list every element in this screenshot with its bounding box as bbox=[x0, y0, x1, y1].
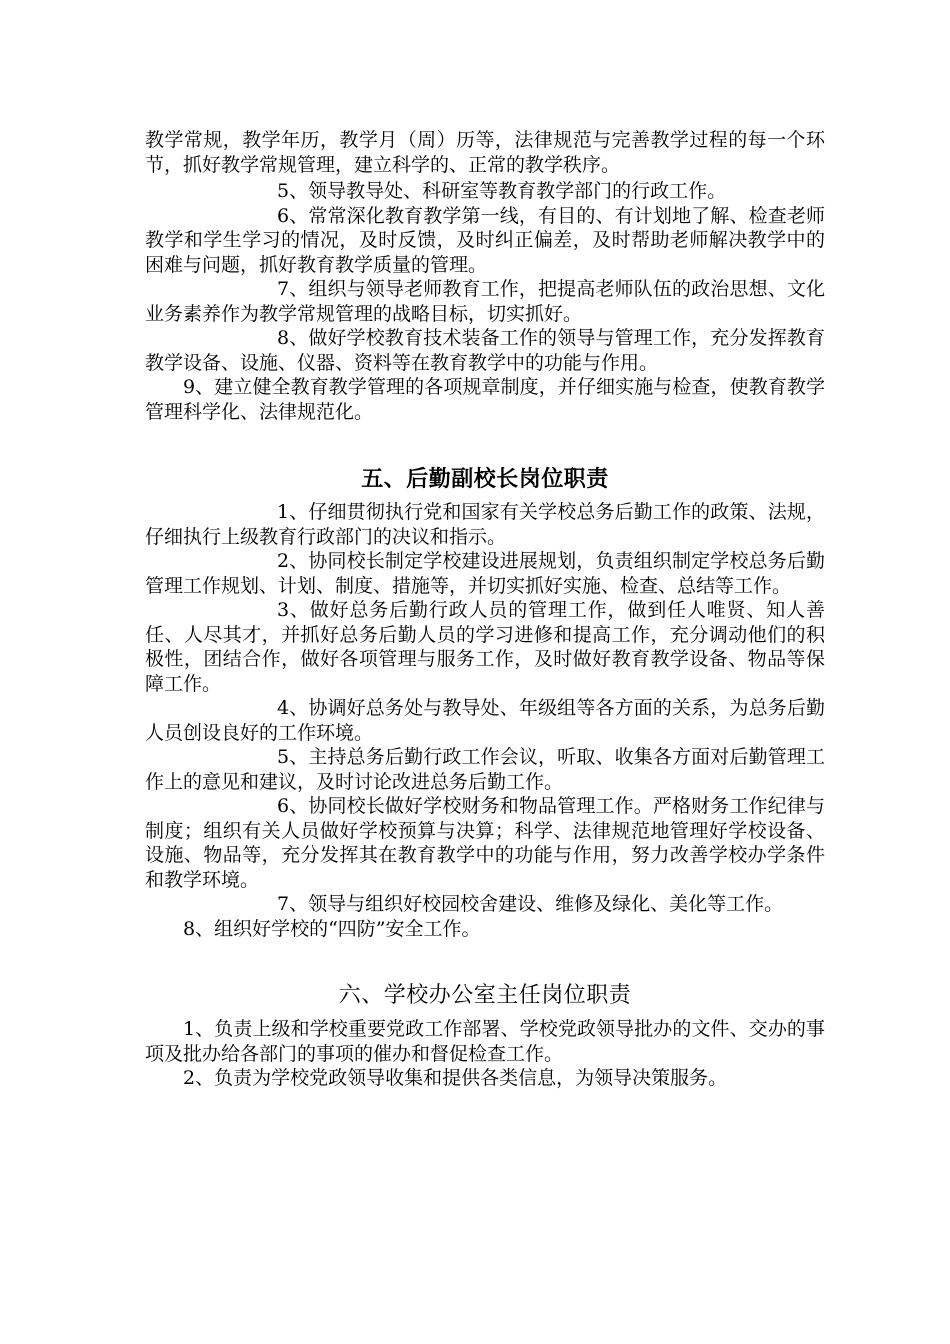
section5-item-2: 2、协同校长制定学校建设进展规划，负责组织制定学校总务后勤管理工作规划、计划、制度、措施等，并切实抓好实施、检查、总结等工作。 bbox=[145, 550, 825, 597]
duty-item-7: 7、组织与领导老师教育工作，把提高老师队伍的政治思想、文化业务素养作为教学常规管理的战略目标，切实抓好。 bbox=[145, 278, 825, 325]
duty-item-8: 8、做好学校教育技术装备工作的领导与管理工作，充分发挥教育教学设备、设施、仪器、资料等在教育教学中的功能与作用。 bbox=[145, 327, 825, 374]
duty-item-5: 5、领导教导处、科研室等教育教学部门的行政工作。 bbox=[277, 180, 727, 202]
section5-item-6: 6、协同校长做好学校财务和物品管理工作。严格财务工作纪律与制度；组织有关人员做好学校预算与决算；科学、法律规范地管理好学校设备、设施、物品等，充分发挥其在教育教学中的功能与作用，努力改善学校办学条件和教学环境。 bbox=[145, 795, 825, 891]
section5-item-3: 3、做好总务后勤行政人员的管理工作，做到任人唯贤、知人善任、人尽其才，并抓好总务后勤人员的学习进修和提高工作，充分调动他们的积极性，团结合作，做好各项管理与服务工作，及时做好教育教学设备、物品等保障工作。 bbox=[145, 599, 825, 695]
section5-item-4: 4、协调好总务处与教导处、年级组等各方面的关系，为总务后勤人员创设良好的工作环境。 bbox=[145, 697, 825, 744]
section6-item-1: 1、负责上级和学校重要党政工作部署、学校党政领导批办的文件、交办的事项及批办给各部门的事项的催办和督促检查工作。 bbox=[145, 1018, 825, 1065]
section5-heading: 五、后勤副校长岗位职责 bbox=[361, 466, 609, 492]
section5-item-5: 5、主持总务后勤行政工作会议，听取、收集各方面对后勤管理工作上的意见和建议，及时讨论改进总务后勤工作。 bbox=[145, 746, 825, 793]
section6-heading: 六、学校办公室主任岗位职责 bbox=[338, 983, 632, 1008]
section5-item-7: 7、领导与组织好校园校舍建设、维修及绿化、美化等工作。 bbox=[277, 893, 784, 915]
duty-item-6: 6、常常深化教育教学第一线，有目的、有计划地了解、检查老师教学和学生学习的情况，及时反馈，及时纠正偏差，及时帮助老师解决教学中的困难与问题，抓好教育教学质量的管理。 bbox=[145, 204, 825, 276]
section6-item-2: 2、负责为学校党政领导收集和提供各类信息，为领导决策服务。 bbox=[183, 1067, 728, 1089]
duty-item-9: 9、建立健全教育教学管理的各项规章制度，并仔细实施与检查，使教育教学管理科学化、法律规范化。 bbox=[145, 376, 825, 423]
continuation-paragraph: 教学常规，教学年历，教学月（周）历等，法律规范与完善教学过程的每一个环节，抓好教学常规管理，建立科学的、正常的教学秩序。 bbox=[145, 129, 825, 176]
section5-item-8: 8、组织好学校的“四防”安全工作。 bbox=[183, 917, 481, 940]
document-page bbox=[145, 128, 825, 1091]
section5-item-1: 1、仔细贯彻执行党和国家有关学校总务后勤工作的政策、法规，仔细执行上级教育行政部门的决议和指示。 bbox=[145, 501, 825, 548]
